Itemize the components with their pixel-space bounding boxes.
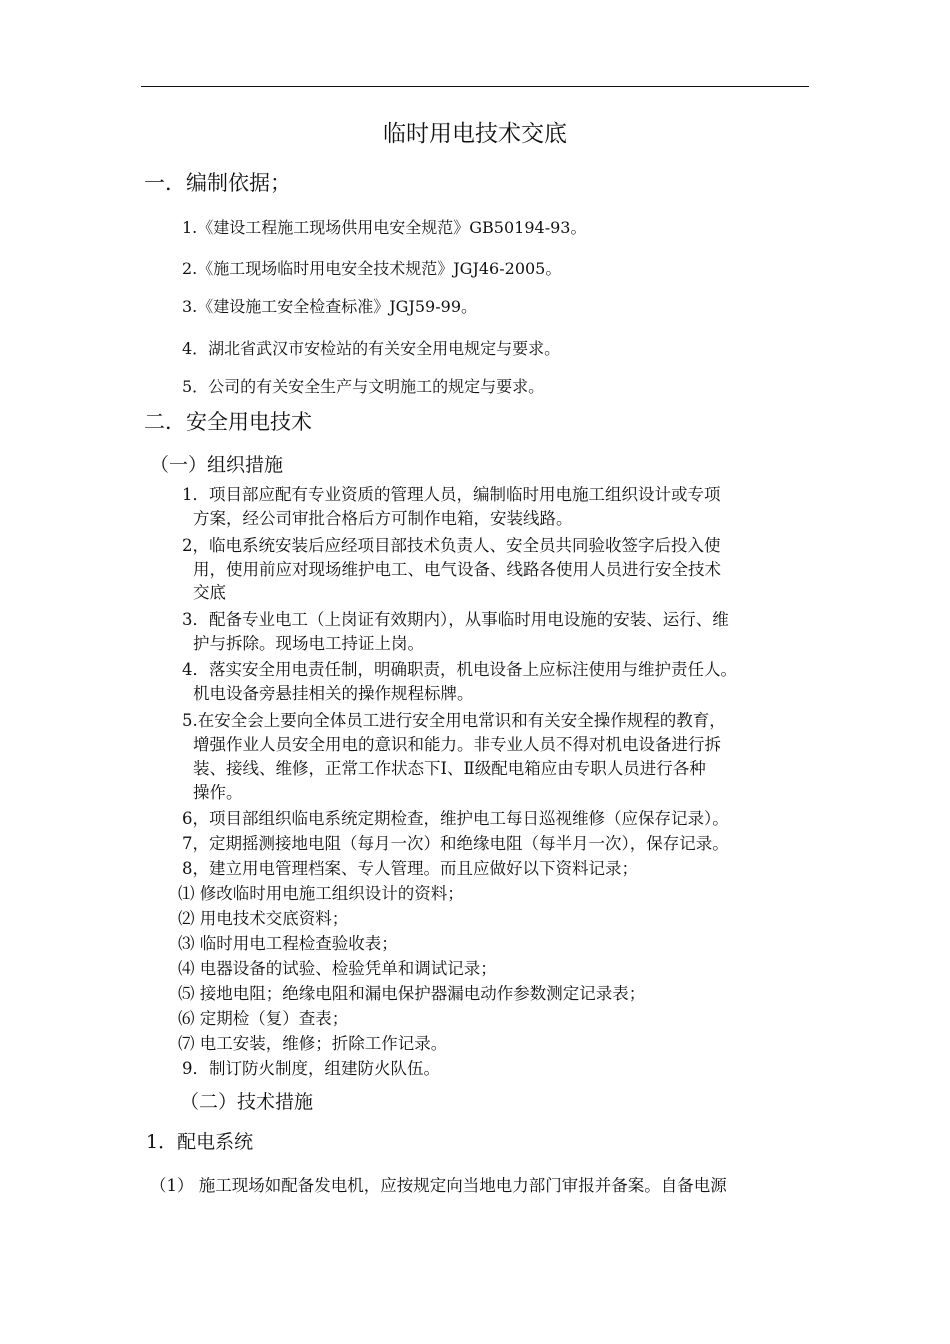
section-heading-safety: 二．安全用电技术 [144,410,312,434]
body-line: 3．配备专业电工（上岗证有效期内），从事临时用电设施的安装、运行、维 [182,610,729,629]
reference-item-5: 5．公司的有关安全生产与文明施工的规定与要求。 [182,377,545,396]
body-line: 9．制订防火制度，组建防火队伍。 [182,1059,440,1078]
body-line: 5.在安全会上要向全体员工进行安全用电常识和有关安全操作规程的教育， [182,711,726,730]
item-heading-distribution: 1．配电系统 [146,1131,254,1153]
body-line: 装、接线、维修，正常工作状态下Ⅰ、Ⅱ级配电箱应由专职人员进行各种 [193,759,706,778]
reference-item-1: 1.《建设工程施工现场供用电安全规范》GB50194-93。 [182,218,587,237]
body-line: （1） 施工现场如配备发电机，应按规定向当地电力部门审报并备案。自备电源 [150,1176,727,1195]
record-list-item: ⑸ 接地电阻；绝缘电阻和漏电保护器漏电动作参数测定记录表； [178,984,646,1003]
record-list-item: ⑶ 临时用电工程检查验收表； [178,934,398,953]
record-list-item: ⑷ 电器设备的试验、检验凭单和调试记录； [178,959,497,978]
body-line: 方案，经公司审批合格后方可制作电箱，安装线路。 [193,509,573,528]
body-line: 机电设备旁悬挂相关的操作规程标牌。 [193,684,474,703]
body-line: 4．落实安全用电责任制，明确职责，机电设备上应标注使用与维护责任人。 [182,660,737,679]
record-list-item: ⑴ 修改临时用电施工组织设计的资料； [178,884,464,903]
subsection-heading-technical: （二）技术措施 [180,1091,314,1113]
body-line: 7，定期摇测接地电阻（每月一次）和绝缘电阻（每半月一次），保存记录。 [182,834,729,853]
body-line: 增强作业人员安全用电的意识和能力。非专业人员不得对机电设备进行拆 [193,735,721,754]
body-line: 8，建立用电管理档案、专人管理。而且应做好以下资料记录； [182,859,638,878]
reference-item-3: 3.《建设施工安全检查标准》JGJ59-99。 [182,297,478,316]
record-list-item: ⑵ 用电技术交底资料； [178,909,349,928]
body-line: 6，项目部组织临电系统定期检查，维护电工每日巡视维修（应保存记录）。 [182,809,729,828]
subsection-heading-organization: （一）组织措施 [150,454,284,476]
record-list-item: ⑹ 定期检（复）查表； [178,1009,349,1028]
reference-item-4: 4．湖北省武汉市安检站的有关安全用电规定与要求。 [182,339,561,358]
body-line: 护与拆除。现场电工持证上岗。 [193,634,424,653]
reference-item-2: 2.《施工现场临时用电安全技术规范》JGJ46-2005。 [182,259,562,278]
body-line: 2，临电系统安装后应经项目部技术负责人、安全员共同验收签字后投入使 [182,536,721,555]
body-line: 交底 [193,583,226,602]
body-line: 操作。 [193,783,243,802]
body-line: 用，使用前应对现场维护电工、电气设备、线路各使用人员进行安全技术 [193,560,721,579]
record-list-item: ⑺ 电工安装，维修；折除工作记录。 [178,1034,448,1053]
header-rule [141,86,809,87]
body-line: 1．项目部应配有专业资质的管理人员，编制临时用电施工组织设计或专项 [182,485,721,504]
document-title: 临时用电技术交底 [383,121,567,147]
section-heading-basis: 一．编制依据； [144,171,291,195]
